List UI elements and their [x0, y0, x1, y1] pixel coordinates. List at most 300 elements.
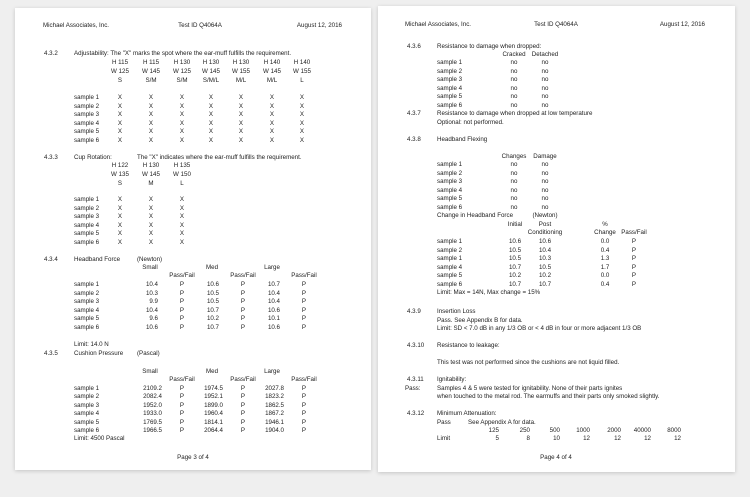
section-unit: (Newton)	[137, 256, 163, 263]
row-label: sample 1	[74, 281, 100, 288]
column-height: H 130	[202, 59, 220, 66]
x-mark: X	[269, 119, 275, 127]
row-label: sample 5	[437, 272, 463, 279]
header-date: August 12, 2016	[296, 22, 342, 29]
x-mark: X	[208, 128, 214, 135]
force-value: 10.6	[206, 281, 219, 288]
limit-value: 12	[644, 435, 651, 442]
force-value: 10.4	[145, 306, 158, 314]
column-size: S	[117, 180, 123, 187]
x-mark: X	[269, 94, 275, 101]
header-date: August 12, 2016	[659, 21, 705, 28]
result-value: no	[510, 76, 518, 83]
x-mark: X	[179, 111, 185, 118]
x-mark: X	[238, 119, 244, 127]
section-number: 4.3.8	[407, 136, 421, 143]
x-mark: X	[148, 128, 154, 135]
pass-fail-value: P	[631, 280, 637, 288]
force-value: 10.6	[508, 238, 522, 245]
force-value: 10.7	[538, 280, 552, 288]
section-title: Insertion Loss	[437, 308, 476, 315]
x-mark: X	[117, 221, 123, 229]
force-value: 10.6	[145, 323, 158, 331]
x-mark: X	[299, 128, 305, 135]
section-number: 4.3.4	[44, 256, 58, 263]
x-mark: X	[117, 196, 123, 203]
section-number: 4.3.10	[407, 342, 425, 349]
pressure-value: 1899.0	[204, 401, 223, 409]
column-width: W 155	[232, 68, 250, 75]
row-label: sample 5	[74, 230, 100, 237]
pass-fail-value: P	[631, 272, 637, 279]
force-value: 9.9	[149, 298, 158, 305]
row-label: sample 5	[437, 195, 463, 202]
x-mark: X	[117, 94, 123, 101]
x-mark: X	[238, 102, 244, 110]
x-mark: X	[117, 111, 123, 118]
section-unit: (Pascal)	[137, 350, 160, 357]
pass-fail-value: P	[631, 246, 637, 254]
x-mark: X	[208, 111, 214, 118]
section-title: Headband Flexing	[437, 136, 488, 143]
pass-fail-value: P	[179, 315, 185, 322]
limit-value: 5	[495, 435, 499, 442]
x-mark: X	[179, 119, 185, 127]
column-width: W 145	[142, 68, 160, 75]
force-value: 9.6	[149, 315, 158, 322]
force-value: 10.6	[267, 306, 280, 314]
x-mark: X	[179, 238, 185, 246]
row-label: sample 1	[74, 196, 100, 203]
row-label: sample 3	[437, 178, 463, 185]
result-value: no	[541, 195, 549, 202]
force-value: 10.5	[206, 298, 219, 305]
x-mark: X	[208, 94, 214, 101]
section-title: Resistance to leakage:	[437, 342, 500, 349]
row-label: sample 2	[437, 246, 463, 254]
pressure-value: 1862.5	[265, 401, 284, 409]
x-mark: X	[179, 196, 185, 203]
pass-fail-value: P	[240, 384, 246, 392]
section-note: See Appendix A for data.	[468, 419, 536, 426]
row-label: sample 3	[74, 298, 100, 305]
pass-fail-value: P	[301, 281, 307, 288]
pass-label: Pass	[437, 419, 451, 426]
row-label: sample 4	[74, 306, 100, 314]
x-mark: X	[208, 136, 214, 144]
pass-fail-value: P	[179, 289, 185, 297]
pressure-value: 1974.5	[204, 384, 223, 392]
x-mark: X	[208, 119, 214, 127]
x-mark: X	[299, 119, 305, 127]
limit-value: 8	[526, 435, 530, 442]
result-value: no	[510, 93, 518, 100]
row-label: sample 3	[74, 111, 100, 118]
x-mark: X	[299, 111, 305, 118]
pass-fail-header: Pass/Fail	[230, 376, 256, 383]
pass-fail-value: P	[240, 315, 246, 322]
pass-fail-header: Pass/Fail	[291, 376, 317, 383]
force-value: 10.5	[538, 263, 552, 271]
column-height: H 140	[263, 59, 281, 66]
row-label: sample 6	[437, 203, 463, 211]
limit-label: Limit	[437, 435, 451, 442]
pass-fail-value: P	[631, 238, 637, 245]
pass-fail-value: P	[179, 281, 185, 288]
x-mark: X	[117, 213, 123, 220]
column-header: Initial	[507, 221, 523, 228]
pressure-value: 1769.5	[143, 418, 162, 426]
column-height: H 122	[111, 162, 129, 169]
pressure-value: 1823.2	[265, 393, 284, 400]
section-title: Resistance to damage when dropped at low temperature	[437, 110, 593, 117]
force-value: 10.5	[206, 289, 219, 297]
section-text: Samples 4 & 5 were tested for ignitability. None of their parts ignites	[437, 385, 623, 392]
force-value: 1.3	[600, 255, 610, 262]
x-mark: X	[148, 213, 154, 220]
force-value: 10.3	[145, 289, 158, 297]
pass-fail-value: P	[301, 384, 307, 392]
row-label: sample 2	[74, 204, 100, 212]
row-label: sample 1	[74, 94, 100, 101]
row-label: sample 2	[437, 169, 463, 177]
frequency-header: 500	[549, 427, 560, 434]
row-label: sample 3	[74, 213, 100, 220]
result-value: no	[541, 169, 549, 177]
column-size: M/L	[266, 77, 278, 84]
column-size: L	[180, 180, 184, 187]
section-title: Resistance to damage when dropped:	[437, 43, 542, 50]
row-label: sample 1	[437, 238, 463, 245]
result-value: no	[541, 186, 549, 194]
force-value: 0.4	[600, 246, 610, 254]
group-header: Small	[142, 368, 158, 375]
pass-fail-value: P	[240, 306, 246, 314]
column-header: %	[602, 221, 608, 228]
row-label: sample 1	[74, 384, 100, 392]
result-value: no	[510, 84, 518, 92]
column-width: W 135	[111, 171, 129, 178]
limit-value: 12	[583, 435, 590, 442]
x-mark: X	[117, 230, 123, 237]
row-label: sample 5	[437, 93, 463, 100]
pass-fail-header: Pass/Fail	[230, 272, 256, 279]
group-header: Large	[264, 368, 280, 375]
section-title: Minimum Attenuation:	[437, 410, 497, 417]
column-width: W 155	[293, 68, 311, 75]
column-header: Cracked	[502, 51, 526, 58]
result-value: no	[541, 101, 549, 109]
x-mark: X	[179, 136, 185, 144]
x-mark: X	[269, 136, 275, 144]
pass-fail-value: P	[240, 401, 246, 409]
pass-fail-value: P	[301, 418, 307, 426]
result-value: no	[510, 169, 518, 177]
column-height: H 135	[173, 162, 191, 169]
row-label: sample 6	[74, 427, 100, 434]
x-mark: X	[117, 136, 123, 144]
force-value: 10.4	[145, 281, 158, 288]
header-test-id: Test ID Q4064A	[178, 22, 222, 29]
x-mark: X	[179, 94, 185, 101]
result-value: no	[541, 161, 549, 168]
result-value: no	[541, 93, 549, 100]
x-mark: X	[148, 119, 154, 127]
force-value: 10.2	[508, 272, 522, 279]
pass-fail-value: P	[240, 427, 246, 434]
pass-fail-value: P	[179, 384, 185, 392]
column-width: W 145	[142, 171, 160, 178]
pressure-value: 1946.1	[265, 418, 284, 426]
frequency-header: 125	[488, 427, 499, 434]
pass-fail-value: P	[631, 263, 637, 271]
x-mark: X	[179, 128, 185, 135]
result-value: no	[510, 59, 518, 66]
column-height: H 130	[232, 59, 250, 66]
column-width: W 150	[173, 171, 191, 178]
section-number: 4.3.6	[407, 43, 421, 50]
section-title: Headband Force	[74, 256, 121, 263]
section-number: 4.3.9	[407, 308, 421, 315]
row-label: sample 4	[74, 119, 100, 127]
pressure-value: 1952.1	[204, 393, 223, 400]
pass-fail-value: P	[301, 323, 307, 331]
pressure-value: 1933.0	[143, 410, 162, 417]
row-label: sample 3	[437, 76, 463, 83]
force-value: 0.0	[600, 238, 610, 245]
force-value: 10.7	[206, 306, 219, 314]
result-value: no	[541, 59, 549, 66]
pass-fail-value: P	[179, 410, 185, 417]
pass-fail-value: P	[179, 306, 185, 314]
row-label: sample 6	[437, 101, 463, 109]
section-text: when touched to the metal rod. The earmuffs and their parts only smoked slightly.	[437, 393, 660, 400]
column-width: W 145	[202, 68, 220, 75]
document-page-4	[378, 6, 735, 472]
pass-fail-value: P	[301, 401, 307, 409]
section-number: 4.3.5	[44, 350, 58, 357]
row-label: sample 4	[437, 263, 463, 271]
column-height: H 140	[293, 59, 311, 66]
column-width: W 125	[111, 68, 129, 75]
section-number: 4.3.7	[407, 110, 421, 117]
group-header: Med	[205, 264, 219, 271]
x-mark: X	[148, 94, 154, 101]
row-label: sample 1	[437, 161, 463, 168]
limit-value: 10	[553, 435, 560, 442]
row-label: sample 4	[437, 186, 463, 194]
pressure-value: 2082.4	[143, 393, 162, 400]
result-value: no	[510, 178, 518, 185]
pass-fail-value: P	[179, 393, 185, 400]
pass-fail-value: P	[301, 315, 307, 322]
frequency-header: 250	[519, 427, 530, 434]
x-mark: X	[179, 204, 185, 212]
force-value: 0.0	[600, 272, 610, 279]
pass-fail-value: P	[179, 298, 185, 305]
section-text: This test was not performed since the cushions are not liquid filled.	[437, 359, 620, 366]
column-header: Change	[594, 229, 616, 236]
x-mark: X	[238, 136, 244, 144]
row-label: sample 1	[437, 255, 463, 262]
x-mark: X	[299, 136, 305, 144]
pass-fail-value: P	[301, 298, 307, 305]
x-mark: X	[179, 102, 185, 110]
pass-fail-value: P	[240, 323, 246, 331]
x-mark: X	[117, 204, 123, 212]
pressure-value: 1966.5	[143, 427, 162, 434]
group-header: Small	[142, 264, 158, 271]
x-mark: X	[148, 221, 154, 229]
force-value: 10.2	[206, 315, 219, 322]
x-mark: X	[148, 238, 154, 246]
frequency-header: 1000	[576, 427, 590, 434]
limit-value: 12	[674, 435, 681, 442]
force-value: 10.7	[508, 263, 522, 271]
x-mark: X	[148, 196, 154, 203]
pass-fail-value: P	[240, 281, 246, 288]
pressure-value: 2064.4	[204, 427, 223, 434]
row-label: sample 1	[437, 59, 463, 66]
section-title: Ignitability:	[437, 376, 467, 383]
result-value: no	[510, 67, 518, 75]
force-value: 10.6	[538, 238, 552, 245]
x-mark: X	[148, 204, 154, 212]
row-label: sample 5	[74, 418, 100, 426]
column-header: Detached	[531, 51, 559, 58]
column-header: Changes	[501, 153, 527, 160]
pass-fail-header: Pass/Fail	[169, 376, 195, 383]
row-label: sample 2	[437, 67, 463, 75]
limit-value: 12	[614, 435, 621, 442]
column-width: W 125	[173, 68, 191, 75]
force-value: 10.5	[508, 246, 522, 254]
x-mark: X	[148, 230, 154, 237]
section-number: 4.3.2	[44, 50, 58, 57]
row-label: sample 2	[74, 393, 100, 400]
x-mark: X	[238, 111, 244, 118]
force-value: 0.4	[600, 280, 610, 288]
column-header: Post	[538, 221, 552, 228]
x-mark: X	[117, 238, 123, 246]
pass-fail-value: P	[301, 393, 307, 400]
column-width: W 145	[263, 68, 281, 75]
force-value: 10.7	[508, 280, 522, 288]
x-mark: X	[179, 213, 185, 220]
result-value: no	[541, 178, 549, 185]
pressure-value: 2027.8	[265, 384, 284, 392]
result-value: no	[510, 186, 518, 194]
column-height: H 130	[142, 162, 160, 169]
pass-fail-value: P	[240, 410, 246, 417]
section-number: 4.3.12	[407, 410, 425, 417]
pass-fail-value: P	[179, 418, 185, 426]
frequency-header: 2000	[607, 427, 621, 434]
group-header: Med	[205, 368, 219, 375]
force-value: 10.4	[267, 289, 280, 297]
x-mark: X	[238, 128, 244, 135]
pass-fail-header: Pass/Fail	[169, 272, 195, 279]
force-value: 10.4	[267, 298, 280, 305]
x-mark: X	[269, 102, 275, 110]
column-size: S/M	[145, 77, 157, 84]
section-text: Limit: SD < 7.0 dB in any 1/3 OB or < 4 dB in four or more adjacent 1/3 OB	[437, 325, 642, 332]
force-value: 10.3	[538, 255, 552, 262]
result-value: no	[510, 161, 518, 168]
column-header: Damage	[533, 153, 557, 160]
limit-text: Limit: 14.0 N	[74, 341, 109, 348]
column-height: H 115	[111, 59, 129, 66]
pass-fail-value: P	[301, 410, 307, 417]
page-footer: Page 3 of 4	[177, 454, 209, 461]
section-title: Adjustability: The "X" marks the spot where the ear-muff fulfills the requirement.	[74, 50, 292, 57]
row-label: sample 2	[74, 102, 100, 110]
section-number: 4.3.11	[407, 376, 424, 383]
pressure-value: 1904.0	[265, 427, 284, 434]
result-value: no	[510, 195, 518, 202]
result-value: no	[541, 84, 549, 92]
section-note: The "X" indicates where the ear-muff fulfills the requirement.	[137, 154, 302, 161]
column-size: M/L	[235, 77, 247, 84]
x-mark: X	[269, 128, 275, 135]
result-value: no	[510, 101, 518, 109]
pressure-value: 2109.2	[143, 384, 162, 392]
pass-fail-value: P	[631, 255, 637, 262]
pass-label: Pass:	[405, 385, 421, 392]
section-note: Optional: not performed.	[437, 119, 504, 126]
limit-text: Limit: Max = 14N, Max change = 15%	[437, 289, 541, 296]
force-value: 1.7	[600, 263, 610, 271]
force-value: 10.2	[538, 272, 552, 279]
frequency-header: 8000	[667, 427, 681, 434]
header-company: Michael Associates, Inc.	[405, 21, 472, 28]
column-size: S	[117, 77, 123, 84]
result-value: no	[541, 203, 549, 211]
pass-fail-value: P	[240, 289, 246, 297]
x-mark: X	[117, 119, 123, 127]
result-value: no	[541, 76, 549, 83]
group-header: Large	[264, 264, 280, 271]
frequency-header: 40000	[633, 427, 651, 434]
pass-fail-value: P	[301, 289, 307, 297]
x-mark: X	[179, 230, 185, 237]
pressure-value: 1952.0	[143, 401, 162, 409]
header-test-id: Test ID Q4064A	[534, 21, 578, 28]
row-label: sample 6	[74, 323, 100, 331]
pass-fail-value: P	[240, 298, 246, 305]
column-size: S/M/L	[202, 77, 220, 84]
x-mark: X	[238, 94, 244, 101]
result-value: no	[510, 203, 518, 211]
x-mark: X	[179, 221, 185, 229]
x-mark: X	[269, 111, 275, 118]
x-mark: X	[117, 128, 123, 135]
x-mark: X	[148, 136, 154, 144]
page-footer: Page 4 of 4	[540, 454, 572, 461]
column-height: H 115	[142, 59, 160, 66]
force-value: 10.1	[267, 315, 280, 322]
pressure-value: 1814.1	[204, 418, 223, 426]
pressure-value: 1960.4	[204, 410, 223, 417]
pass-fail-header: Pass/Fail	[621, 229, 647, 236]
x-mark: X	[148, 111, 154, 118]
x-mark: X	[117, 102, 123, 110]
column-size: S/M	[176, 77, 188, 84]
pass-fail-header: Pass/Fail	[291, 272, 317, 279]
result-value: no	[541, 67, 549, 75]
section-title: Cushion Pressure	[74, 350, 124, 357]
pass-fail-value: P	[179, 401, 185, 409]
